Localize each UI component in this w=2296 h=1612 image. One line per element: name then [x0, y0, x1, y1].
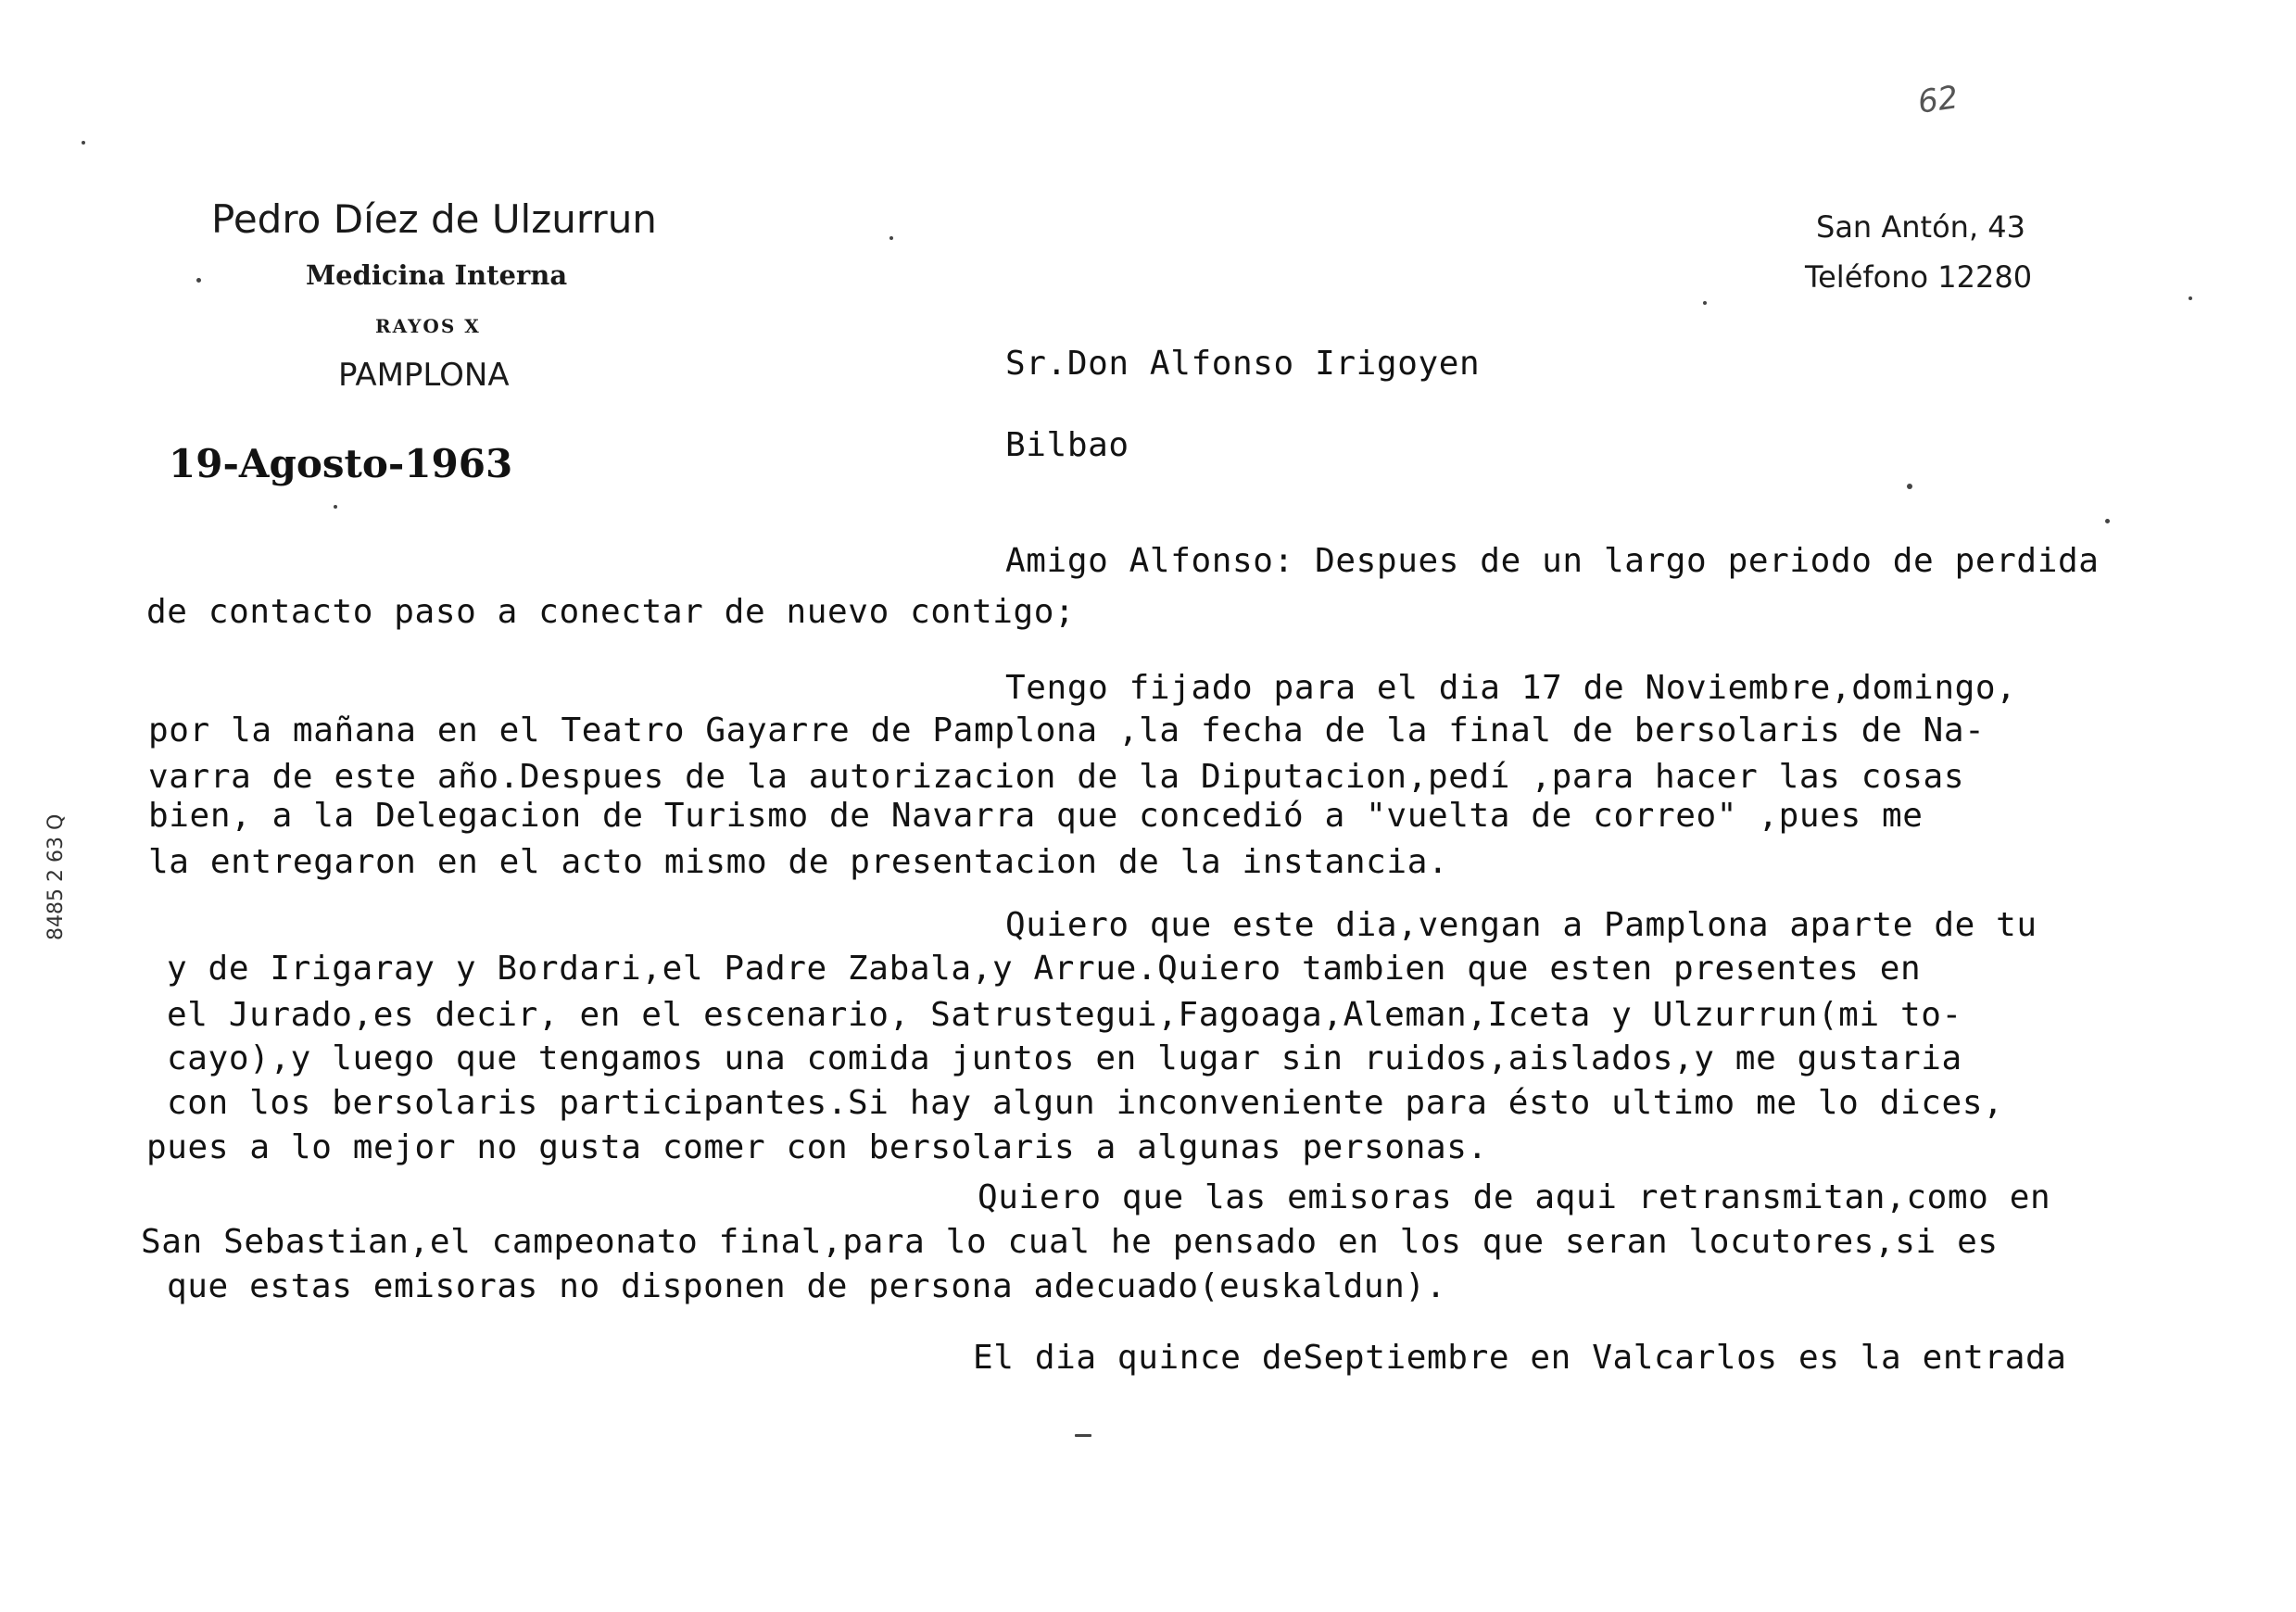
letter-date: 19-Agosto-1963: [169, 441, 513, 486]
scan-speck: [334, 505, 337, 509]
scan-speck: [1907, 484, 1912, 489]
letterhead-city: PAMPLONA: [338, 357, 510, 394]
scan-speck: [196, 278, 201, 283]
body-line: el Jurado,es decir, en el escenario, Satrustegui,Fagoaga,Aleman,Iceta y Ulzurrun(mi to-: [167, 996, 1962, 1034]
body-line: Quiero que las emisoras de aqui retransmitan,como en: [978, 1178, 2051, 1216]
scan-speck: [2105, 519, 2110, 523]
body-line: cayo),y luego que tengamos una comida juntos en lugar sin ruidos,aislados,y me gustaria: [167, 1039, 1962, 1077]
body-line: El dia quince deSeptiembre en Valcarlos es la entrada: [973, 1339, 2067, 1377]
body-line: con los bersolaris participantes.Si hay algun inconveniente para ésto ultimo me lo dices,: [167, 1084, 2004, 1122]
body-line: por la mañana en el Teatro Gayarre de Pamplona ,la fecha de la final de bersolaris de Na-: [148, 712, 1986, 749]
scan-speck: [1703, 301, 1707, 305]
body-line: Quiero que este dia,vengan a Pamplona aparte de tu: [1005, 906, 2037, 944]
corner-mark: 62: [1915, 79, 1961, 121]
scan-speck: [2189, 296, 2192, 300]
scan-speck: [82, 141, 85, 145]
letterhead-address: San Antón, 43: [1816, 209, 2026, 245]
scan-speck: [889, 236, 893, 240]
scan-speck: [1075, 1434, 1091, 1437]
body-line: de contacto paso a conectar de nuevo contigo;: [146, 593, 1076, 631]
body-line: la entregaron en el acto mismo de presentacion de la instancia.: [148, 843, 1449, 881]
letterhead-phone: Teléfono 12280: [1805, 259, 2033, 295]
recipient-name: Sr.Don Alfonso Irigoyen: [1005, 345, 1481, 383]
letterhead-specialty: Medicina Interna: [306, 259, 568, 291]
body-line: Amigo Alfonso: Despues de un largo periodo de perdida: [1005, 542, 2100, 580]
body-line: bien, a la Delegacion de Turismo de Navarra que concedió a "vuelta de correo" ,pues me: [148, 797, 1924, 835]
side-stamp: 8485 2 63 Q: [44, 813, 68, 940]
body-line: varra de este año.Despues de la autorizacion de la Diputacion,pedí ,para hacer las cosas: [148, 758, 1965, 796]
body-line: San Sebastian,el campeonato final,para lo cual he pensado en los que seran locutores,si es: [141, 1223, 1999, 1261]
body-line: pues a lo mejor no gusta comer con bersolaris a algunas personas.: [146, 1128, 1488, 1166]
recipient-city: Bilbao: [1005, 426, 1129, 464]
body-line: Tengo fijado para el dia 17 de Noviembre,domingo,: [1005, 669, 2017, 707]
letterhead-name: Pedro Díez de Ulzurrun: [211, 196, 657, 242]
body-line: y de Irigaray y Bordari,el Padre Zabala,y Arrue.Quiero tambien que esten presentes en: [167, 950, 1922, 988]
body-line: que estas emisoras no disponen de persona adecuado(euskaldun).: [167, 1267, 1446, 1305]
letterhead-xray: RAYOS X: [375, 315, 481, 337]
